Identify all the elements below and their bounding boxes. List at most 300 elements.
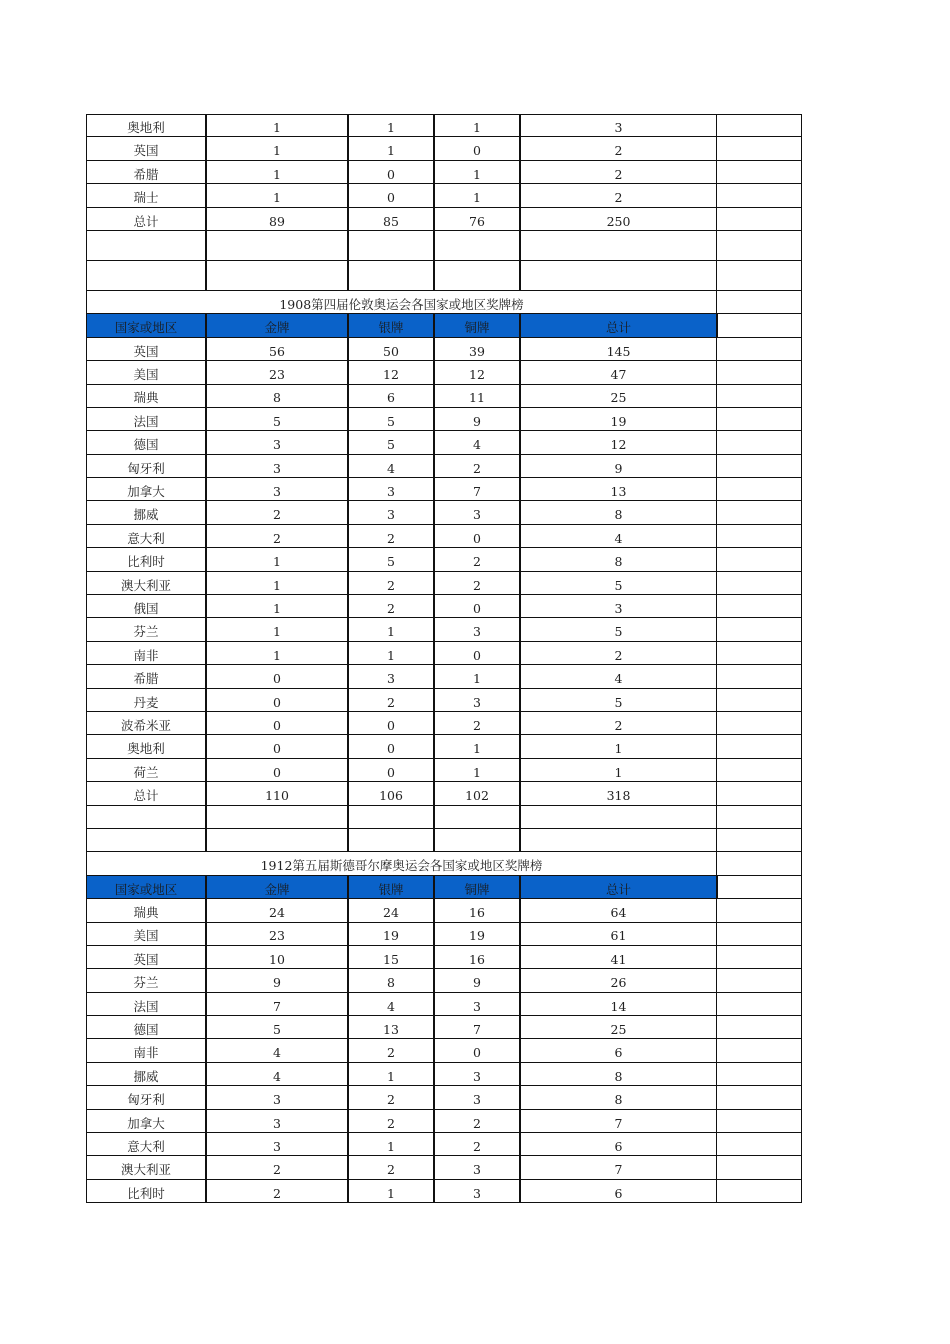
value-cell[interactable]: 110 bbox=[205, 782, 347, 805]
table-row bbox=[86, 1016, 802, 1039]
country-cell[interactable]: 奥地利 bbox=[86, 114, 205, 137]
value-cell[interactable]: 102 bbox=[433, 782, 519, 805]
value-cell[interactable]: 0 bbox=[433, 525, 519, 548]
table-row bbox=[86, 595, 802, 618]
empty-cell[interactable] bbox=[347, 829, 433, 852]
column-header[interactable]: 铜牌 bbox=[433, 876, 519, 899]
country-cell[interactable]: 芬兰 bbox=[86, 969, 205, 992]
value-cell[interactable]: 3 bbox=[433, 1086, 519, 1109]
value-cell[interactable]: 3 bbox=[205, 1086, 347, 1109]
value-cell[interactable]: 2 bbox=[347, 572, 433, 595]
country-cell[interactable]: 加拿大 bbox=[86, 478, 205, 501]
table-row bbox=[86, 114, 802, 137]
value-cell[interactable]: 2 bbox=[347, 1039, 433, 1062]
country-cell[interactable]: 德国 bbox=[86, 431, 205, 454]
empty-cell[interactable] bbox=[716, 1180, 802, 1203]
value-cell[interactable]: 39 bbox=[433, 338, 519, 361]
value-cell[interactable]: 4 bbox=[519, 665, 716, 688]
country-cell[interactable]: 英国 bbox=[86, 338, 205, 361]
value-cell[interactable]: 4 bbox=[347, 993, 433, 1016]
empty-cell[interactable] bbox=[716, 993, 802, 1016]
empty-cell[interactable] bbox=[347, 806, 433, 829]
empty-cell[interactable] bbox=[716, 291, 802, 314]
country-cell[interactable]: 瑞士 bbox=[86, 184, 205, 207]
value-cell[interactable]: 5 bbox=[347, 548, 433, 571]
value-cell[interactable]: 25 bbox=[519, 385, 716, 408]
value-cell[interactable]: 64 bbox=[519, 899, 716, 922]
value-cell[interactable]: 2 bbox=[347, 689, 433, 712]
empty-cell[interactable] bbox=[716, 208, 802, 231]
value-cell[interactable]: 2 bbox=[433, 455, 519, 478]
blank-row bbox=[86, 261, 802, 291]
table-row bbox=[86, 548, 802, 571]
value-cell[interactable]: 4 bbox=[205, 1039, 347, 1062]
value-cell[interactable]: 5 bbox=[519, 618, 716, 641]
empty-cell[interactable] bbox=[716, 261, 802, 291]
value-cell[interactable]: 1 bbox=[519, 735, 716, 758]
value-cell[interactable]: 2 bbox=[347, 1156, 433, 1179]
value-cell[interactable]: 1 bbox=[347, 642, 433, 665]
value-cell[interactable]: 19 bbox=[347, 923, 433, 946]
country-cell[interactable]: 匈牙利 bbox=[86, 1086, 205, 1109]
value-cell[interactable]: 318 bbox=[519, 782, 716, 805]
value-cell[interactable]: 1 bbox=[433, 184, 519, 207]
country-cell[interactable]: 法国 bbox=[86, 993, 205, 1016]
column-header[interactable]: 国家或地区 bbox=[86, 314, 205, 337]
value-cell[interactable]: 19 bbox=[519, 408, 716, 431]
spreadsheet-grid bbox=[86, 114, 802, 1203]
empty-cell[interactable] bbox=[716, 1110, 802, 1133]
value-cell[interactable]: 85 bbox=[347, 208, 433, 231]
column-header[interactable]: 铜牌 bbox=[433, 314, 519, 337]
empty-cell[interactable] bbox=[86, 806, 205, 829]
value-cell[interactable]: 4 bbox=[519, 525, 716, 548]
table-row bbox=[86, 1039, 802, 1062]
value-cell[interactable]: 1 bbox=[433, 735, 519, 758]
value-cell[interactable]: 0 bbox=[205, 689, 347, 712]
value-cell[interactable]: 24 bbox=[347, 899, 433, 922]
value-cell[interactable]: 250 bbox=[519, 208, 716, 231]
empty-cell[interactable] bbox=[716, 1016, 802, 1039]
value-cell[interactable]: 8 bbox=[347, 969, 433, 992]
country-cell[interactable]: 奥地利 bbox=[86, 735, 205, 758]
value-cell[interactable]: 3 bbox=[433, 993, 519, 1016]
empty-cell[interactable] bbox=[716, 338, 802, 361]
value-cell[interactable]: 1 bbox=[205, 595, 347, 618]
value-cell[interactable]: 9 bbox=[205, 969, 347, 992]
value-cell[interactable]: 6 bbox=[519, 1180, 716, 1203]
country-cell[interactable]: 加拿大 bbox=[86, 1110, 205, 1133]
empty-cell[interactable] bbox=[716, 314, 802, 337]
value-cell[interactable]: 3 bbox=[205, 455, 347, 478]
value-cell[interactable]: 0 bbox=[433, 1039, 519, 1062]
value-cell[interactable]: 3 bbox=[205, 478, 347, 501]
value-cell[interactable]: 5 bbox=[205, 1016, 347, 1039]
empty-cell[interactable] bbox=[716, 852, 802, 875]
value-cell[interactable]: 4 bbox=[347, 455, 433, 478]
empty-cell[interactable] bbox=[716, 548, 802, 571]
table-row bbox=[86, 1180, 802, 1203]
value-cell[interactable]: 9 bbox=[433, 408, 519, 431]
value-cell[interactable]: 2 bbox=[433, 1110, 519, 1133]
value-cell[interactable]: 3 bbox=[519, 114, 716, 137]
table-row bbox=[86, 455, 802, 478]
empty-cell[interactable] bbox=[716, 231, 802, 261]
value-cell[interactable]: 5 bbox=[519, 572, 716, 595]
country-cell[interactable]: 总计 bbox=[86, 208, 205, 231]
value-cell[interactable]: 2 bbox=[205, 501, 347, 524]
value-cell[interactable]: 3 bbox=[347, 501, 433, 524]
value-cell[interactable]: 0 bbox=[433, 642, 519, 665]
value-cell[interactable]: 12 bbox=[433, 361, 519, 384]
value-cell[interactable]: 13 bbox=[347, 1016, 433, 1039]
value-cell[interactable]: 2 bbox=[347, 525, 433, 548]
empty-cell[interactable] bbox=[86, 231, 205, 261]
value-cell[interactable]: 76 bbox=[433, 208, 519, 231]
value-cell[interactable]: 23 bbox=[205, 361, 347, 384]
empty-cell[interactable] bbox=[716, 572, 802, 595]
value-cell[interactable]: 2 bbox=[433, 572, 519, 595]
table-row bbox=[86, 1086, 802, 1109]
value-cell[interactable]: 0 bbox=[347, 759, 433, 782]
value-cell[interactable]: 8 bbox=[205, 385, 347, 408]
value-cell[interactable]: 13 bbox=[519, 478, 716, 501]
value-cell[interactable]: 2 bbox=[205, 1180, 347, 1203]
empty-cell[interactable] bbox=[716, 876, 802, 899]
value-cell[interactable]: 9 bbox=[433, 969, 519, 992]
table-row bbox=[86, 759, 802, 782]
empty-cell[interactable] bbox=[347, 231, 433, 261]
empty-cell[interactable] bbox=[716, 478, 802, 501]
value-cell[interactable]: 2 bbox=[519, 712, 716, 735]
empty-cell[interactable] bbox=[433, 261, 519, 291]
value-cell[interactable]: 6 bbox=[519, 1039, 716, 1062]
value-cell[interactable]: 5 bbox=[519, 689, 716, 712]
table-row bbox=[86, 969, 802, 992]
value-cell[interactable]: 1 bbox=[433, 161, 519, 184]
empty-cell[interactable] bbox=[716, 946, 802, 969]
value-cell[interactable]: 7 bbox=[433, 1016, 519, 1039]
empty-cell[interactable] bbox=[716, 595, 802, 618]
table-row bbox=[86, 899, 802, 922]
value-cell[interactable]: 4 bbox=[433, 431, 519, 454]
empty-cell[interactable] bbox=[433, 829, 519, 852]
country-cell[interactable]: 比利时 bbox=[86, 1180, 205, 1203]
empty-cell[interactable] bbox=[86, 829, 205, 852]
empty-cell[interactable] bbox=[347, 261, 433, 291]
value-cell[interactable]: 7 bbox=[519, 1110, 716, 1133]
table-row bbox=[86, 572, 802, 595]
section-title[interactable]: 1912第五届斯德哥尔摩奥运会各国家或地区奖牌榜 bbox=[86, 852, 716, 875]
empty-cell[interactable] bbox=[716, 735, 802, 758]
country-cell[interactable]: 法国 bbox=[86, 408, 205, 431]
empty-cell[interactable] bbox=[716, 1086, 802, 1109]
value-cell[interactable]: 1 bbox=[347, 114, 433, 137]
blank-row bbox=[86, 231, 802, 261]
country-cell[interactable]: 瑞典 bbox=[86, 899, 205, 922]
value-cell[interactable]: 5 bbox=[347, 408, 433, 431]
value-cell[interactable]: 1 bbox=[347, 137, 433, 160]
value-cell[interactable]: 19 bbox=[433, 923, 519, 946]
value-cell[interactable]: 61 bbox=[519, 923, 716, 946]
empty-cell[interactable] bbox=[716, 806, 802, 829]
value-cell[interactable]: 3 bbox=[433, 1063, 519, 1086]
country-cell[interactable]: 南非 bbox=[86, 642, 205, 665]
empty-cell[interactable] bbox=[716, 137, 802, 160]
empty-cell[interactable] bbox=[205, 806, 347, 829]
empty-cell[interactable] bbox=[716, 408, 802, 431]
country-cell[interactable]: 匈牙利 bbox=[86, 455, 205, 478]
country-cell[interactable]: 德国 bbox=[86, 1016, 205, 1039]
value-cell[interactable]: 10 bbox=[205, 946, 347, 969]
value-cell[interactable]: 0 bbox=[205, 759, 347, 782]
empty-cell[interactable] bbox=[716, 923, 802, 946]
section-title[interactable]: 1908第四届伦敦奥运会各国家或地区奖牌榜 bbox=[86, 291, 716, 314]
value-cell[interactable]: 12 bbox=[519, 431, 716, 454]
country-cell[interactable]: 芬兰 bbox=[86, 618, 205, 641]
value-cell[interactable]: 2 bbox=[519, 184, 716, 207]
value-cell[interactable]: 50 bbox=[347, 338, 433, 361]
table-row bbox=[86, 1133, 802, 1156]
empty-cell[interactable] bbox=[433, 231, 519, 261]
empty-cell[interactable] bbox=[716, 1039, 802, 1062]
value-cell[interactable]: 23 bbox=[205, 923, 347, 946]
value-cell[interactable]: 2 bbox=[205, 1156, 347, 1179]
empty-cell[interactable] bbox=[205, 829, 347, 852]
empty-cell[interactable] bbox=[519, 231, 716, 261]
value-cell[interactable]: 2 bbox=[347, 1086, 433, 1109]
table-row bbox=[86, 712, 802, 735]
country-cell[interactable]: 澳大利亚 bbox=[86, 572, 205, 595]
value-cell[interactable]: 0 bbox=[205, 735, 347, 758]
value-cell[interactable]: 1 bbox=[347, 1180, 433, 1203]
value-cell[interactable]: 89 bbox=[205, 208, 347, 231]
value-cell[interactable]: 1 bbox=[433, 114, 519, 137]
country-cell[interactable]: 美国 bbox=[86, 361, 205, 384]
country-cell[interactable]: 挪威 bbox=[86, 501, 205, 524]
country-cell[interactable]: 希腊 bbox=[86, 161, 205, 184]
table-row bbox=[86, 1110, 802, 1133]
empty-cell[interactable] bbox=[716, 161, 802, 184]
empty-cell[interactable] bbox=[86, 261, 205, 291]
empty-cell[interactable] bbox=[205, 231, 347, 261]
value-cell[interactable]: 1 bbox=[205, 161, 347, 184]
value-cell[interactable]: 6 bbox=[519, 1133, 716, 1156]
value-cell[interactable]: 3 bbox=[205, 431, 347, 454]
column-header[interactable]: 金牌 bbox=[205, 314, 347, 337]
country-cell[interactable]: 意大利 bbox=[86, 525, 205, 548]
empty-cell[interactable] bbox=[716, 618, 802, 641]
value-cell[interactable]: 145 bbox=[519, 338, 716, 361]
value-cell[interactable]: 2 bbox=[519, 161, 716, 184]
table-row bbox=[86, 1156, 802, 1179]
value-cell[interactable]: 1 bbox=[205, 572, 347, 595]
value-cell[interactable]: 0 bbox=[205, 712, 347, 735]
value-cell[interactable]: 3 bbox=[433, 501, 519, 524]
value-cell[interactable]: 3 bbox=[433, 618, 519, 641]
value-cell[interactable]: 1 bbox=[205, 548, 347, 571]
value-cell[interactable]: 3 bbox=[205, 1110, 347, 1133]
value-cell[interactable]: 1 bbox=[205, 618, 347, 641]
table-row bbox=[86, 137, 802, 160]
value-cell[interactable]: 7 bbox=[519, 1156, 716, 1179]
value-cell[interactable]: 7 bbox=[433, 478, 519, 501]
value-cell[interactable]: 1 bbox=[433, 759, 519, 782]
country-cell[interactable]: 意大利 bbox=[86, 1133, 205, 1156]
value-cell[interactable]: 7 bbox=[205, 993, 347, 1016]
empty-cell[interactable] bbox=[716, 114, 802, 137]
value-cell[interactable]: 15 bbox=[347, 946, 433, 969]
value-cell[interactable]: 1 bbox=[347, 1133, 433, 1156]
country-cell[interactable]: 荷兰 bbox=[86, 759, 205, 782]
value-cell[interactable]: 1 bbox=[433, 665, 519, 688]
empty-cell[interactable] bbox=[716, 184, 802, 207]
table-row bbox=[86, 1063, 802, 1086]
empty-cell[interactable] bbox=[716, 782, 802, 805]
country-cell[interactable]: 俄国 bbox=[86, 595, 205, 618]
value-cell[interactable]: 3 bbox=[519, 595, 716, 618]
value-cell[interactable]: 3 bbox=[433, 1180, 519, 1203]
empty-cell[interactable] bbox=[716, 759, 802, 782]
value-cell[interactable]: 3 bbox=[205, 1133, 347, 1156]
empty-cell[interactable] bbox=[205, 261, 347, 291]
value-cell[interactable]: 1 bbox=[347, 1063, 433, 1086]
table-row bbox=[86, 782, 802, 805]
empty-cell[interactable] bbox=[519, 829, 716, 852]
country-cell[interactable]: 希腊 bbox=[86, 665, 205, 688]
value-cell[interactable]: 1 bbox=[205, 642, 347, 665]
value-cell[interactable]: 2 bbox=[205, 525, 347, 548]
column-header[interactable]: 总计 bbox=[519, 876, 716, 899]
column-header-row bbox=[86, 876, 802, 899]
value-cell[interactable]: 41 bbox=[519, 946, 716, 969]
column-header[interactable]: 金牌 bbox=[205, 876, 347, 899]
country-cell[interactable]: 澳大利亚 bbox=[86, 1156, 205, 1179]
empty-cell[interactable] bbox=[716, 1063, 802, 1086]
value-cell[interactable]: 106 bbox=[347, 782, 433, 805]
value-cell[interactable]: 2 bbox=[433, 712, 519, 735]
value-cell[interactable]: 8 bbox=[519, 548, 716, 571]
empty-cell[interactable] bbox=[716, 501, 802, 524]
empty-cell[interactable] bbox=[716, 665, 802, 688]
value-cell[interactable]: 56 bbox=[205, 338, 347, 361]
value-cell[interactable]: 16 bbox=[433, 899, 519, 922]
value-cell[interactable]: 5 bbox=[205, 408, 347, 431]
column-header[interactable]: 国家或地区 bbox=[86, 876, 205, 899]
country-cell[interactable]: 英国 bbox=[86, 946, 205, 969]
column-header[interactable]: 银牌 bbox=[347, 314, 433, 337]
table-row bbox=[86, 431, 802, 454]
table-row bbox=[86, 338, 802, 361]
value-cell[interactable]: 0 bbox=[347, 161, 433, 184]
empty-cell[interactable] bbox=[716, 361, 802, 384]
value-cell[interactable]: 47 bbox=[519, 361, 716, 384]
value-cell[interactable]: 8 bbox=[519, 1086, 716, 1109]
value-cell[interactable]: 0 bbox=[433, 595, 519, 618]
country-cell[interactable]: 瑞典 bbox=[86, 385, 205, 408]
value-cell[interactable]: 0 bbox=[347, 735, 433, 758]
column-header[interactable]: 总计 bbox=[519, 314, 716, 337]
empty-cell[interactable] bbox=[519, 806, 716, 829]
value-cell[interactable]: 16 bbox=[433, 946, 519, 969]
value-cell[interactable]: 25 bbox=[519, 1016, 716, 1039]
value-cell[interactable]: 1 bbox=[205, 137, 347, 160]
value-cell[interactable]: 1 bbox=[519, 759, 716, 782]
value-cell[interactable]: 0 bbox=[347, 184, 433, 207]
value-cell[interactable]: 0 bbox=[205, 665, 347, 688]
value-cell[interactable]: 2 bbox=[433, 548, 519, 571]
country-cell[interactable]: 挪威 bbox=[86, 1063, 205, 1086]
value-cell[interactable]: 4 bbox=[205, 1063, 347, 1086]
empty-cell[interactable] bbox=[716, 525, 802, 548]
country-cell[interactable]: 比利时 bbox=[86, 548, 205, 571]
value-cell[interactable]: 0 bbox=[347, 712, 433, 735]
empty-cell[interactable] bbox=[519, 261, 716, 291]
value-cell[interactable]: 3 bbox=[433, 1156, 519, 1179]
value-cell[interactable]: 2 bbox=[347, 595, 433, 618]
country-cell[interactable]: 南非 bbox=[86, 1039, 205, 1062]
country-cell[interactable]: 丹麦 bbox=[86, 689, 205, 712]
table-row bbox=[86, 618, 802, 641]
table-row bbox=[86, 478, 802, 501]
section-title-row bbox=[86, 291, 802, 314]
empty-cell[interactable] bbox=[716, 829, 802, 852]
value-cell[interactable]: 12 bbox=[347, 361, 433, 384]
value-cell[interactable]: 8 bbox=[519, 1063, 716, 1086]
value-cell[interactable]: 6 bbox=[347, 385, 433, 408]
blank-row bbox=[86, 806, 802, 829]
column-header[interactable]: 银牌 bbox=[347, 876, 433, 899]
empty-cell[interactable] bbox=[433, 806, 519, 829]
value-cell[interactable]: 24 bbox=[205, 899, 347, 922]
value-cell[interactable]: 2 bbox=[347, 1110, 433, 1133]
empty-cell[interactable] bbox=[716, 385, 802, 408]
value-cell[interactable]: 8 bbox=[519, 501, 716, 524]
empty-cell[interactable] bbox=[716, 431, 802, 454]
value-cell[interactable]: 3 bbox=[347, 665, 433, 688]
table-row bbox=[86, 385, 802, 408]
country-cell[interactable]: 总计 bbox=[86, 782, 205, 805]
value-cell[interactable]: 1 bbox=[347, 618, 433, 641]
value-cell[interactable]: 5 bbox=[347, 431, 433, 454]
value-cell[interactable]: 3 bbox=[347, 478, 433, 501]
empty-cell[interactable] bbox=[716, 455, 802, 478]
empty-cell[interactable] bbox=[716, 969, 802, 992]
country-cell[interactable]: 英国 bbox=[86, 137, 205, 160]
table-row bbox=[86, 161, 802, 184]
empty-cell[interactable] bbox=[716, 1133, 802, 1156]
value-cell[interactable]: 11 bbox=[433, 385, 519, 408]
value-cell[interactable]: 26 bbox=[519, 969, 716, 992]
empty-cell[interactable] bbox=[716, 712, 802, 735]
empty-cell[interactable] bbox=[716, 689, 802, 712]
value-cell[interactable]: 14 bbox=[519, 993, 716, 1016]
value-cell[interactable]: 9 bbox=[519, 455, 716, 478]
empty-cell[interactable] bbox=[716, 642, 802, 665]
country-cell[interactable]: 美国 bbox=[86, 923, 205, 946]
value-cell[interactable]: 2 bbox=[519, 642, 716, 665]
empty-cell[interactable] bbox=[716, 1156, 802, 1179]
value-cell[interactable]: 0 bbox=[433, 137, 519, 160]
value-cell[interactable]: 2 bbox=[433, 1133, 519, 1156]
value-cell[interactable]: 1 bbox=[205, 184, 347, 207]
value-cell[interactable]: 1 bbox=[205, 114, 347, 137]
country-cell[interactable]: 波希米亚 bbox=[86, 712, 205, 735]
value-cell[interactable]: 2 bbox=[519, 137, 716, 160]
blank-row bbox=[86, 829, 802, 852]
value-cell[interactable]: 3 bbox=[433, 689, 519, 712]
empty-cell[interactable] bbox=[716, 899, 802, 922]
